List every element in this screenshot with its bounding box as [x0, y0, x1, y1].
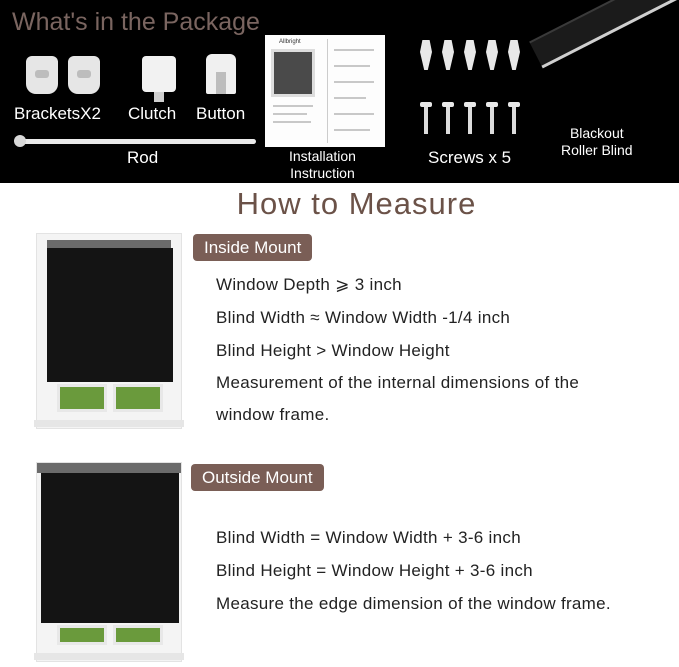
blind-shade	[47, 248, 173, 382]
manual-second-page	[327, 39, 379, 143]
rod-image	[16, 139, 256, 144]
clutch-label: Clutch	[128, 104, 177, 123]
screw-icon	[424, 104, 428, 134]
inside-spec-line: Measurement of the internal dimensions of the	[216, 373, 580, 392]
inside-spec-line: Blind Width ≈ Window Width -1/4 inch	[216, 308, 511, 327]
blind-rail	[37, 463, 181, 473]
wall-anchor-icon	[464, 40, 476, 70]
button-label: Button	[196, 104, 246, 123]
package-banner	[0, 0, 679, 183]
outside-spec-line: Measure the edge dimension of the window frame.	[216, 594, 611, 613]
outside-spec-line: Blind Width = Window Width + 3-6 inch	[216, 528, 521, 547]
screw-icon	[490, 104, 494, 134]
package-title: What's in the Package	[12, 8, 260, 36]
blind-shade	[41, 473, 179, 623]
wall-anchor-icon	[442, 40, 454, 70]
window-sill	[34, 420, 184, 427]
manual-brand: Allbright	[279, 39, 301, 45]
inside-spec-line: window frame.	[216, 405, 330, 424]
bracket-image-left	[26, 56, 58, 94]
rod-label: Rod	[127, 148, 159, 167]
measure-title: How to Measure	[236, 186, 477, 221]
inside-spec-line: Blind Height > Window Height	[216, 341, 450, 360]
blind-label: Blackout Roller Blind	[561, 125, 633, 158]
manual-cover-picture	[271, 49, 315, 97]
inside-mount-label: Inside Mount	[193, 234, 312, 261]
window-pane-left	[57, 384, 107, 412]
brackets-label: BracketsX2	[14, 104, 101, 123]
screws-label: Screws x 5	[428, 148, 512, 167]
inside-spec-line: Window Depth ⩾ 3 inch	[216, 275, 402, 294]
outside-mount-window-image	[36, 462, 182, 662]
instruction-manual-image	[265, 35, 385, 147]
wall-anchor-icon	[420, 40, 432, 70]
screw-icon	[446, 104, 450, 134]
wall-anchor-icon	[486, 40, 498, 70]
outside-spec-line: Blind Height = Window Height + 3-6 inch	[216, 561, 533, 580]
window-pane-right	[113, 625, 163, 645]
bracket-image-right	[68, 56, 100, 94]
window-sill	[34, 653, 184, 660]
instruction-label: Installation Instruction	[289, 148, 356, 181]
button-image	[206, 54, 236, 94]
window-pane-right	[113, 384, 163, 412]
screw-icon	[512, 104, 516, 134]
clutch-image	[142, 56, 176, 92]
wall-anchor-icon	[508, 40, 520, 70]
outside-mount-label: Outside Mount	[191, 464, 324, 491]
screw-icon	[468, 104, 472, 134]
roller-blind-image	[529, 0, 679, 68]
inside-mount-window-image	[36, 233, 182, 429]
window-pane-left	[57, 625, 107, 645]
